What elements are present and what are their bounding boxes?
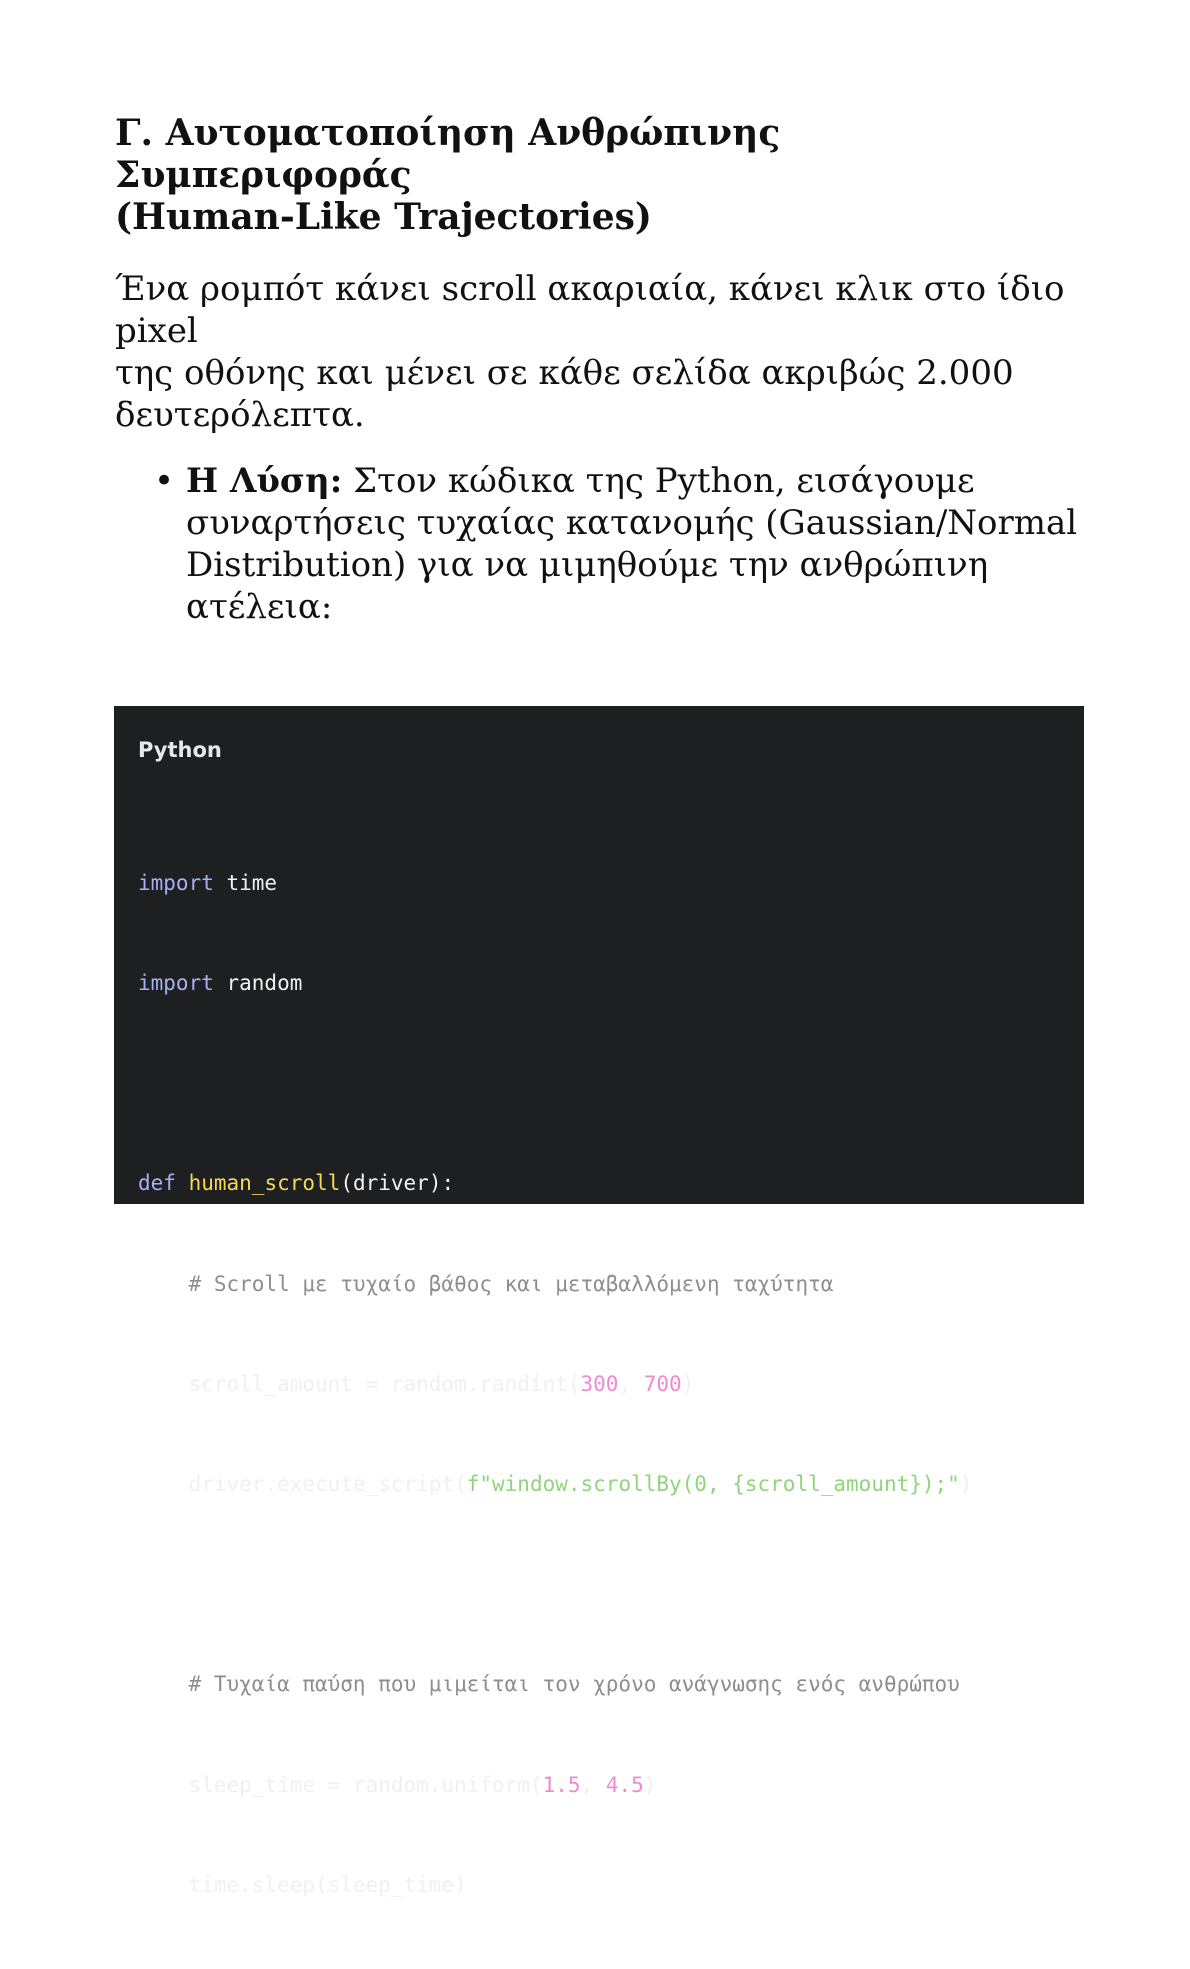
paragraph-line-2: της οθόνης και μένει σε κάθε σελίδα ακριβώς 2.000 — [115, 353, 1014, 393]
code-line — [138, 1869, 1060, 1902]
code-text: , — [618, 1371, 644, 1396]
heading-line-2: (Human-Like Trajectories) — [115, 196, 652, 238]
code-string: f"window.scrollBy(0, {scroll_amount});" — [466, 1472, 960, 1497]
paragraph-line-3: δευτερόλεπτα. — [115, 395, 365, 435]
code-text: ) — [643, 1772, 657, 1797]
code-keyword: def — [138, 1171, 176, 1196]
heading-line-1: Γ. Αυτοματοποίηση Ανθρώπινης Συμπεριφοράς — [115, 112, 781, 196]
solution-text-line-3: Distribution) για να μιμηθούμε την ανθρώπινη ατέλεια: — [186, 545, 989, 627]
code-number: 300 — [580, 1371, 619, 1396]
code-text: sleep_time = random.uniform( — [138, 1772, 543, 1797]
code-line — [138, 1368, 1060, 1401]
code-text: random — [213, 971, 303, 996]
code-number: 4.5 — [605, 1772, 644, 1797]
code-number: 700 — [643, 1371, 682, 1396]
code-function-name: human_scroll — [188, 1171, 341, 1196]
solution-text-line-2: συναρτήσεις τυχαίας κατανομής (Gaussian/Normal — [186, 503, 1078, 543]
bullet-icon: • — [154, 461, 175, 501]
code-line — [138, 1769, 1060, 1802]
code-block — [114, 706, 1084, 1897]
code-text: (driver): — [340, 1171, 455, 1196]
code-keyword: import — [138, 870, 214, 895]
code-line — [138, 1167, 1060, 1200]
list-item — [150, 460, 1100, 628]
code-text: ) — [681, 1371, 695, 1396]
code-text: , — [580, 1772, 606, 1797]
code-line — [138, 1468, 1060, 1501]
code-text: time.sleep(sleep_time) — [138, 1872, 467, 1897]
solution-list — [150, 460, 1100, 628]
code-comment: # Τυχαία παύση που μιμείται τον χρόνο ανάγνωσης ενός ανθρώπου — [138, 1672, 960, 1697]
code-text: ) — [959, 1472, 973, 1497]
code-line — [138, 967, 1060, 1000]
code-line-blank — [138, 1067, 1060, 1100]
section-heading — [115, 112, 1075, 238]
code-text: time — [213, 870, 278, 895]
solution-text-line-1: Στον κώδικα της Python, εισάγουμε — [342, 461, 975, 501]
code-text: driver.execute_script( — [138, 1472, 467, 1497]
solution-label: Η Λύση: — [186, 461, 343, 501]
paragraph-line-1: Ένα ρομπότ κάνει scroll ακαριαία, κάνει κλικ στο ίδιο pixel — [115, 269, 1065, 351]
code-number: 1.5 — [542, 1772, 581, 1797]
code-line — [138, 1268, 1060, 1301]
code-language-label: Python — [138, 738, 222, 762]
code-keyword: import — [138, 971, 214, 996]
code-text — [176, 1171, 189, 1195]
intro-paragraph — [115, 268, 1095, 436]
code-line — [138, 1668, 1060, 1701]
code-text: scroll_amount = random.randint( — [138, 1371, 581, 1396]
code-comment: # Scroll με τυχαίο βάθος και μεταβαλλόμενη ταχύτητα — [138, 1271, 834, 1296]
code-content — [138, 800, 1060, 1969]
code-line-blank — [138, 1568, 1060, 1601]
code-line — [138, 867, 1060, 900]
